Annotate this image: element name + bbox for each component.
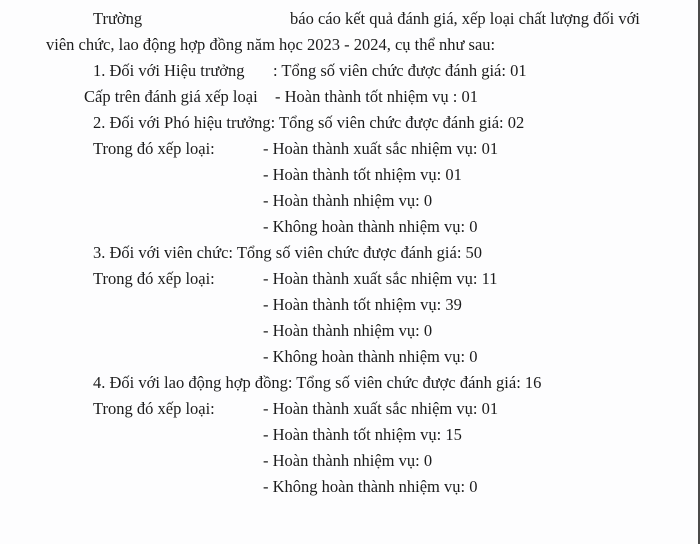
- intro-line-1: [93, 9, 142, 29]
- section-2-item: - Không hoàn thành nhiệm vụ: 0: [263, 217, 478, 236]
- intro-line-1-rest: báo cáo kết quả đánh giá, xếp loại chất lượng đối với: [290, 9, 640, 28]
- section-3-sub-label: Trong đó xếp loại:: [93, 269, 215, 288]
- section-2-sub-label: Trong đó xếp loại:: [93, 139, 215, 158]
- section-4-item: - Hoàn thành nhiệm vụ: 0: [263, 451, 433, 470]
- section-1-total: : Tổng số viên chức được đánh giá: 01: [273, 61, 527, 80]
- section-3-item: - Hoàn thành xuất sắc nhiệm vụ: 11: [263, 269, 498, 288]
- section-1-sub-label: Cấp trên đánh giá xếp loại: [84, 87, 258, 106]
- section-4-heading: 4. Đối với lao động hợp đồng: Tổng số viên chức được đánh giá: 16: [93, 373, 542, 392]
- section-2-heading: 2. Đối với Phó hiệu trưởng: Tổng số viên chức được đánh giá: 02: [93, 113, 525, 132]
- section-4-item: - Hoàn thành tốt nhiệm vụ: 15: [263, 425, 462, 444]
- intro-line-2: viên chức, lao động hợp đồng năm học 2023 - 2024, cụ thể như sau:: [46, 35, 496, 54]
- section-3-item: - Hoàn thành nhiệm vụ: 0: [263, 321, 433, 340]
- section-4-item: - Hoàn thành xuất sắc nhiệm vụ: 01: [263, 399, 499, 418]
- section-1-heading: 1. Đối với Hiệu trưởng: [93, 61, 245, 80]
- section-2-item: - Hoàn thành xuất sắc nhiệm vụ: 01: [263, 139, 499, 158]
- section-2-item: - Hoàn thành tốt nhiệm vụ: 01: [263, 165, 462, 184]
- section-3-item: - Không hoàn thành nhiệm vụ: 0: [263, 347, 478, 366]
- section-1-item: - Hoàn thành tốt nhiệm vụ : 01: [275, 87, 479, 106]
- section-4-item: - Không hoàn thành nhiệm vụ: 0: [263, 477, 478, 496]
- section-3-item: - Hoàn thành tốt nhiệm vụ: 39: [263, 295, 462, 314]
- section-3-heading: 3. Đối với viên chức: Tổng số viên chức được đánh giá: 50: [93, 243, 483, 262]
- section-2-item: - Hoàn thành nhiệm vụ: 0: [263, 191, 433, 210]
- section-4-sub-label: Trong đó xếp loại:: [93, 399, 215, 418]
- school-prefix: Trường: [93, 9, 143, 28]
